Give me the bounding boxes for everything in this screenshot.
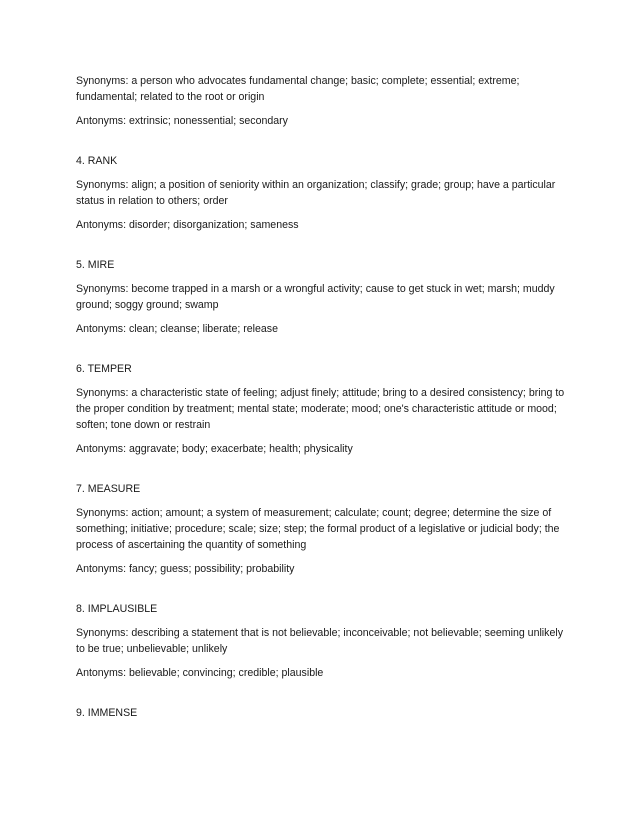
entry-title-temper: 6. TEMPER xyxy=(76,363,132,375)
entry-synonyms-temper: Synonyms: a characteristic state of feeling; adjust finely; attitude; bring to a desired consistency; bring to the proper condition by treatment; mental state; moderate; mood; one's characteristic attitude or mood; soften; tone down or restrain xyxy=(76,387,565,431)
entry-synonyms-measure: Synonyms: action; amount; a system of measurement; calculate; count; degree; determine the size of something; initiative; procedure; scale; size; step; the formal product of a legislative or judicial body; the process of ascertaining the quantity of something xyxy=(76,507,560,551)
entry-synonyms-implausible: Synonyms: describing a statement that is not believable; inconceivable; not believable; seeming unlikely to be true; unbelievable; unlikely xyxy=(76,627,564,655)
entry-title-rank: 4. RANK xyxy=(76,155,118,167)
entry-antonyms-mire: Antonyms: clean; cleanse; liberate; release xyxy=(76,323,278,335)
entry-title-mire: 5. MIRE xyxy=(76,259,115,271)
entry-synonyms-mire: Synonyms: become trapped in a marsh or a wrongful activity; cause to get stuck in wet; marsh; muddy ground; soggy ground; swamp xyxy=(76,283,555,311)
entry-antonyms-rank: Antonyms: disorder; disorganization; sameness xyxy=(76,219,299,231)
intro-antonyms: Antonyms: extrinsic; nonessential; secondary xyxy=(76,115,288,127)
document-page xyxy=(76,73,570,721)
entry-title-immense: 9. IMMENSE xyxy=(76,707,138,719)
entry-title-measure: 7. MEASURE xyxy=(76,483,141,495)
entry-synonyms-rank: Synonyms: align; a position of seniority within an organization; classify; grade; group; have a particular status in relation to others; order xyxy=(76,179,556,207)
intro-synonyms: Synonyms: a person who advocates fundamental change; basic; complete; essential; extreme; fundamental; related to the root or origin xyxy=(76,75,520,103)
entry-title-implausible: 8. IMPLAUSIBLE xyxy=(76,603,158,615)
entry-antonyms-measure: Antonyms: fancy; guess; possibility; probability xyxy=(76,563,295,575)
entry-antonyms-temper: Antonyms: aggravate; body; exacerbate; health; physicality xyxy=(76,443,353,455)
entry-antonyms-implausible: Antonyms: believable; convincing; credible; plausible xyxy=(76,667,324,679)
